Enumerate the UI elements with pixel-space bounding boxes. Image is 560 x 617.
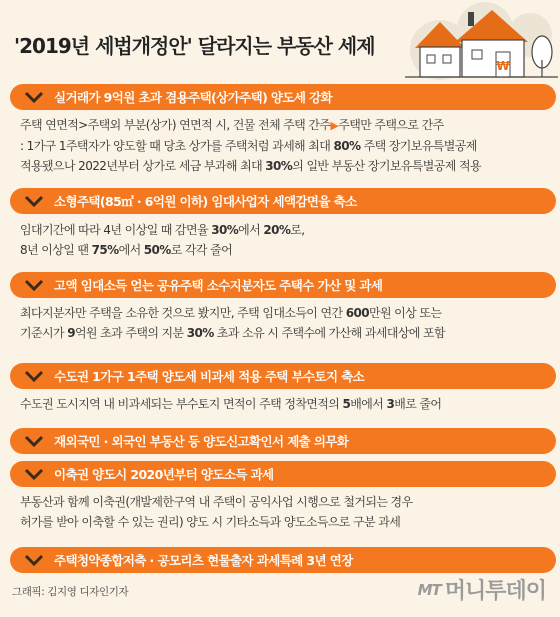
section-body <box>20 303 550 343</box>
section-heading <box>10 272 556 298</box>
chevron-down-icon <box>24 369 44 383</box>
svg-text:₩: ₩ <box>496 59 510 73</box>
section-heading <box>10 428 556 454</box>
section-heading-text: 이축권 양도시 2020년부터 양도소득 과세 <box>54 467 274 482</box>
body-line: 적용됐으나 2022년부터 상가로 세금 부과해 최대 30%의 일반 부동산 장기보유특별공제 적용 <box>20 159 481 173</box>
body-line: 주택 연면적>주택외 부분(상가) 연면적 시, 건물 전체 주택 간주▶주택만 주택으로 간주 <box>20 118 444 132</box>
body-line: 임대기간에 따라 4년 이상일 때 감면율 30%에서 20%로, <box>20 223 305 237</box>
page-title: '2019년 세법개정안' 달라지는 부동산 세제 <box>14 34 375 58</box>
section-heading <box>10 461 556 487</box>
chevron-down-icon <box>24 434 44 448</box>
section-heading-text: 실거래가 9억원 초과 겸용주택(상가주택) 양도세 강화 <box>54 90 333 105</box>
section-heading-text: 재외국민 · 외국인 부동산 등 양도신고확인서 제출 의무화 <box>54 434 349 449</box>
chevron-down-icon <box>24 90 44 104</box>
chevron-down-icon <box>24 194 44 208</box>
logo-name: 머니투데이 <box>444 579 546 604</box>
section-body <box>20 115 550 176</box>
section-heading-text: 주택청약종합저축 · 공모리츠 현물출자 과세특례 3년 연장 <box>54 553 353 568</box>
section-body <box>20 394 550 414</box>
body-line: 최다지분자만 주택을 소유한 것으로 봤지만, 주택 임대소득이 연간 600만원 이상 또는 <box>20 306 442 320</box>
body-line: : 1가구 1주택자가 양도할 때 당초 상가를 주택처럼 과세해 최대 80% 주택 장기보유특별공제 <box>20 139 477 153</box>
section-heading <box>10 188 556 214</box>
chevron-down-icon <box>24 278 44 292</box>
chevron-down-icon <box>24 553 44 567</box>
section-heading-text: 고액 임대소득 얻는 공유주택 소수지분자도 주택수 가산 및 과세 <box>54 278 383 293</box>
body-line: 허가를 받아 이축할 수 있는 권리) 양도 시 기타소득과 양도소득으로 구분 과세 <box>20 515 401 529</box>
logo-mark: MT <box>417 580 441 599</box>
section-heading <box>10 547 556 573</box>
publisher-logo <box>418 574 546 605</box>
section-heading-text: 소형주택(85㎡ · 6억원 이하) 임대사업자 세액감면율 축소 <box>54 194 357 209</box>
section-heading-text: 수도권 1가구 1주택 양도세 비과세 적용 주택 부수토지 축소 <box>54 369 365 384</box>
section-body <box>20 220 550 260</box>
arrow-right-icon: ▶ <box>330 119 339 132</box>
chevron-down-icon <box>24 467 44 481</box>
section-heading <box>10 84 556 110</box>
body-line: 기준시가 9억원 초과 주택의 지분 30% 초과 소유 시 주택수에 가산해 과세대상에 포함 <box>20 326 446 340</box>
section-body <box>20 492 550 532</box>
body-line: 수도권 도시지역 내 비과세되는 부수토지 면적이 주택 정착면적의 5배에서 3배로 줄어 <box>20 397 442 411</box>
body-line: 부동산과 함께 이축권(개발제한구역 내 주택이 공익사업 시행으로 철거되는 경우 <box>20 495 413 509</box>
graphic-credit: 그래픽: 김지영 디자인기자 <box>12 586 129 598</box>
section-heading <box>10 363 556 389</box>
houses-illustration <box>400 0 560 85</box>
body-line: 8년 이상일 땐 75%에서 50%로 각각 줄어 <box>20 243 233 257</box>
